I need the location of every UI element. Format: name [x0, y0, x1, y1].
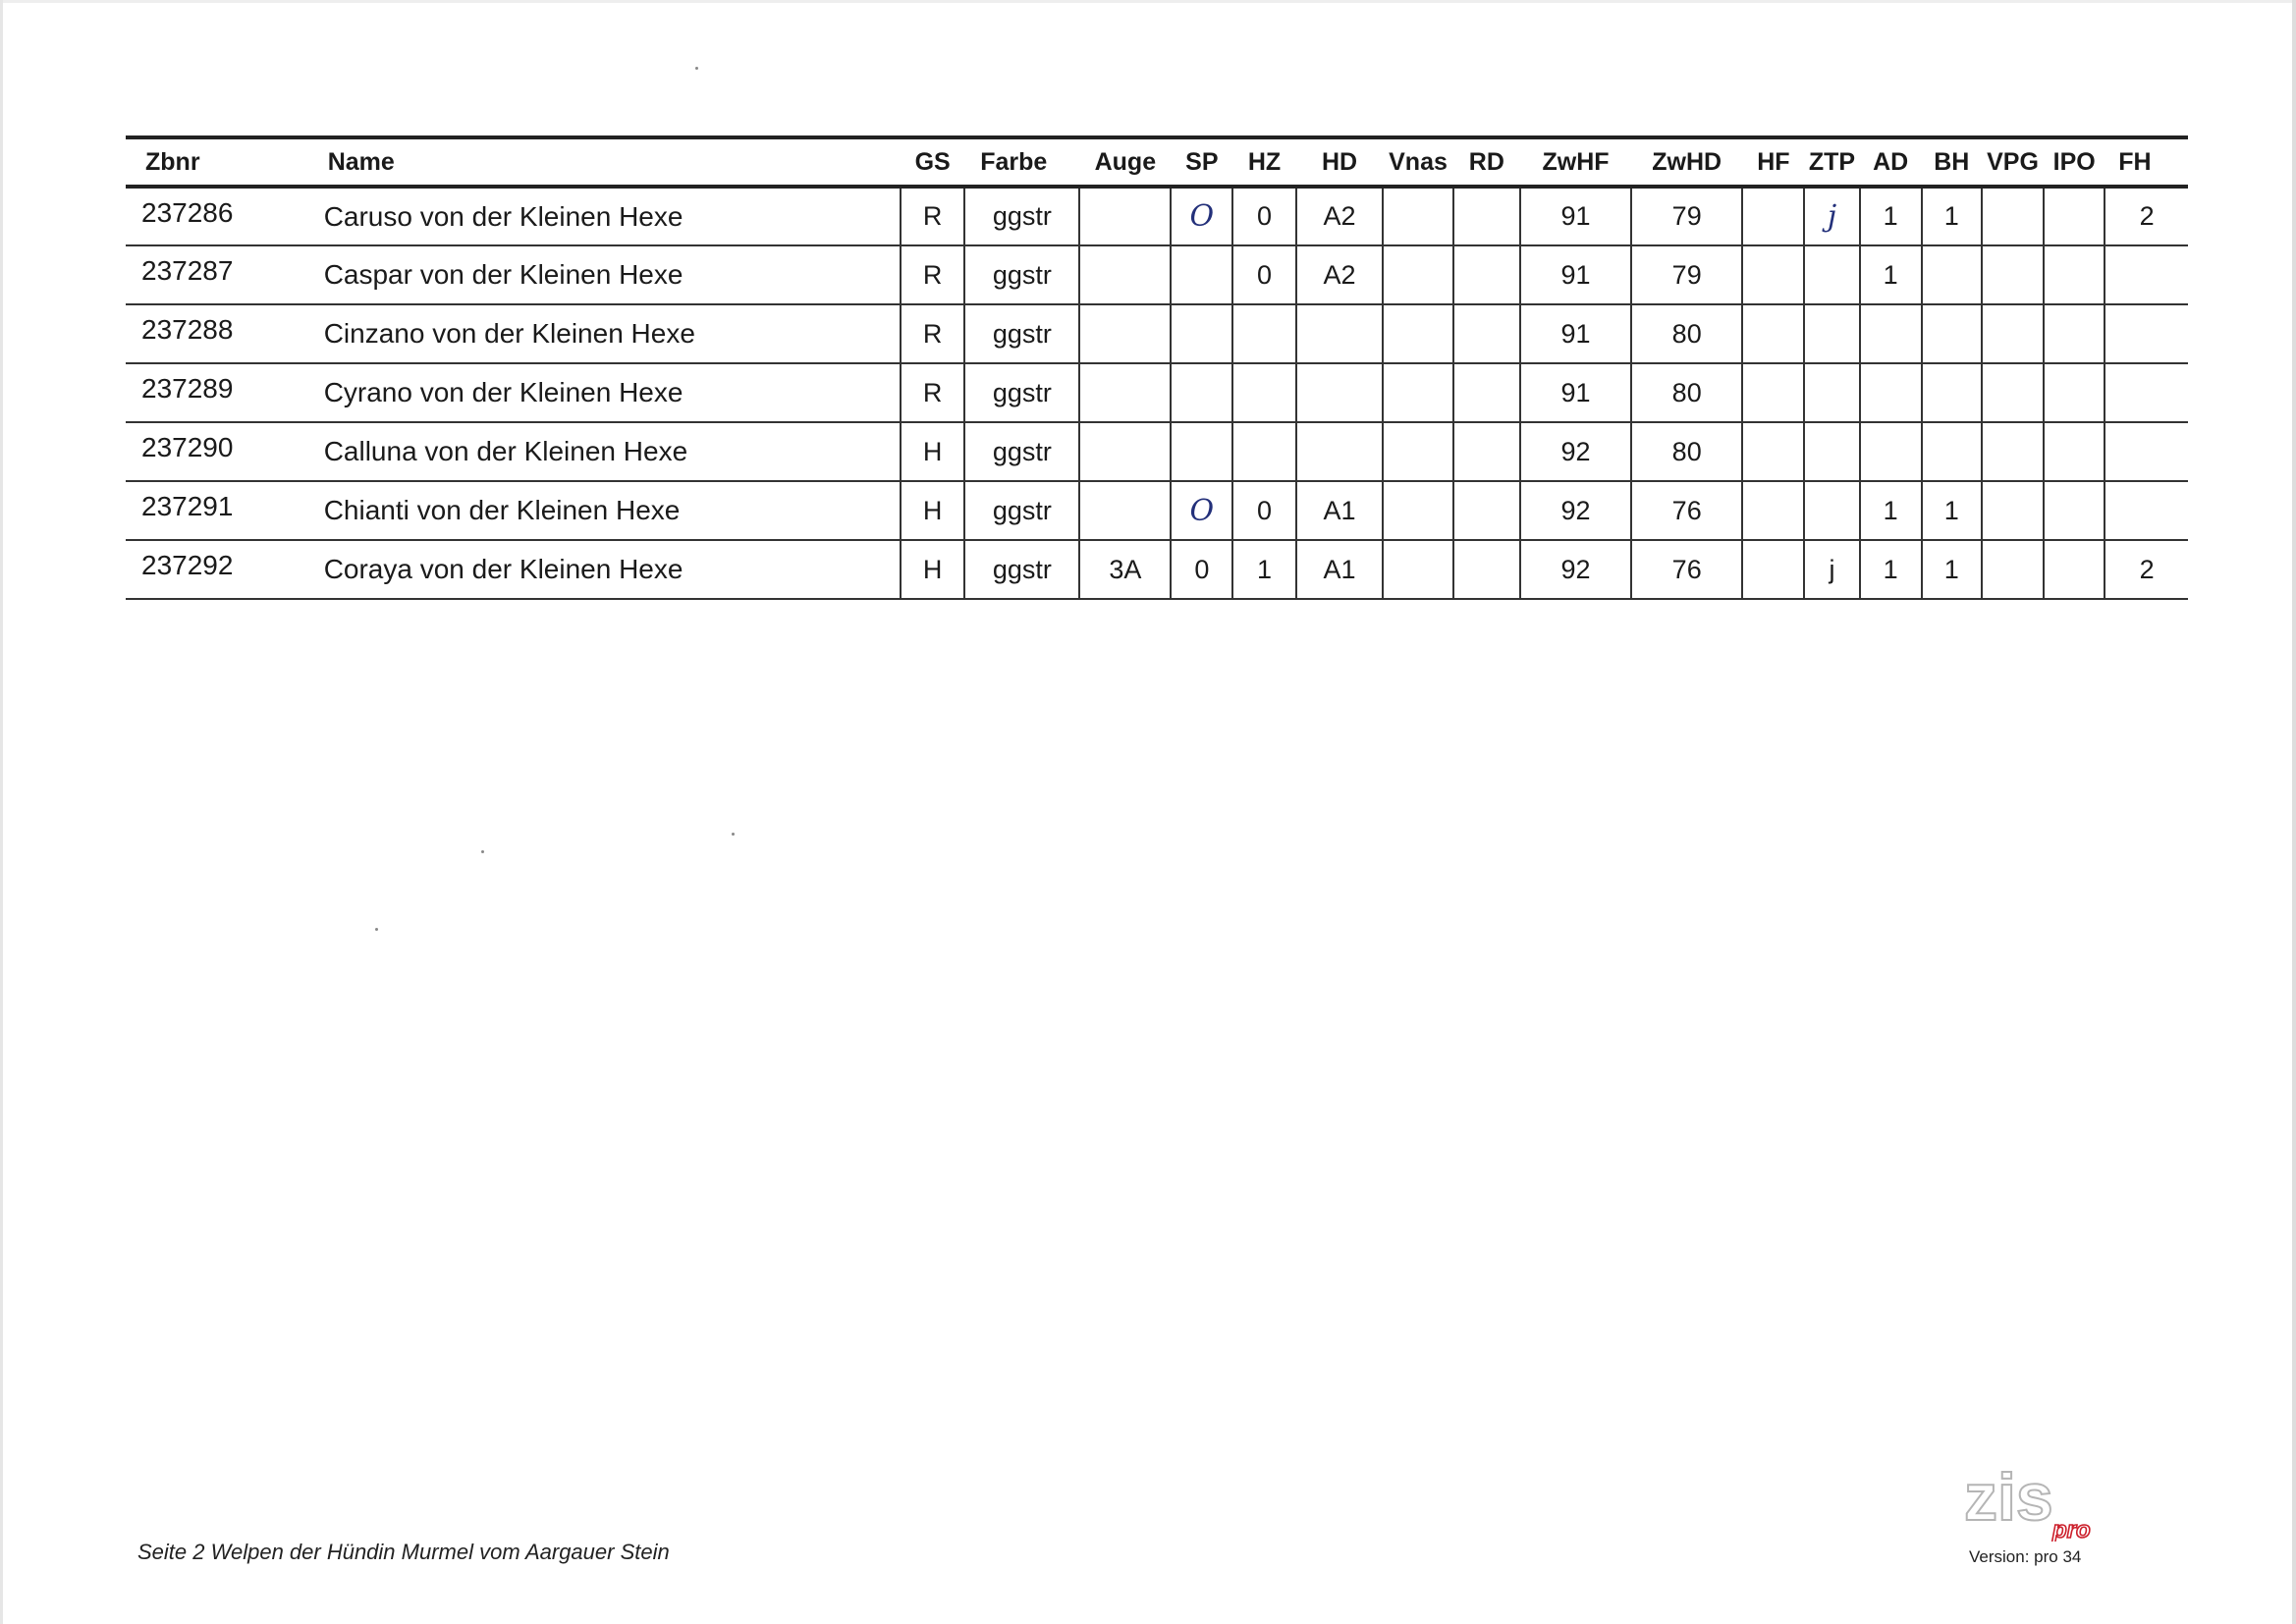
cell-gs: R	[901, 187, 964, 245]
cell-farbe: ggstr	[964, 363, 1079, 422]
logo-wordmark: zis	[1964, 1463, 2053, 1535]
column-header-ipo: IPO	[2044, 137, 2105, 187]
cell-zbnr: 237286	[126, 187, 316, 245]
cell-zwhf: 92	[1520, 422, 1631, 481]
cell-fh	[2105, 481, 2188, 540]
column-header-ad: AD	[1860, 137, 1922, 187]
cell-hz	[1232, 304, 1295, 363]
cell-hf	[1742, 481, 1804, 540]
cell-sp	[1171, 422, 1232, 481]
column-header-zwhd: ZwHD	[1631, 137, 1742, 187]
cell-auge	[1079, 481, 1171, 540]
cell-hd: A2	[1296, 187, 1384, 245]
cell-vnas	[1383, 245, 1452, 304]
cell-zbnr: 237289	[126, 363, 316, 422]
cell-zbnr: 237288	[126, 304, 316, 363]
cell-gs: R	[901, 363, 964, 422]
cell-sp: 0	[1171, 540, 1232, 599]
page-footer-caption: Seite 2 Welpen der Hündin Murmel vom Aargauer Stein	[137, 1540, 670, 1564]
cell-bh	[1922, 422, 1982, 481]
cell-zwhd: 80	[1631, 422, 1742, 481]
cell-rd	[1453, 363, 1520, 422]
cell-zwhd: 76	[1631, 540, 1742, 599]
cell-ipo	[2044, 540, 2105, 599]
cell-hz: 1	[1232, 540, 1295, 599]
cell-hz	[1232, 422, 1295, 481]
scan-speck	[695, 67, 698, 70]
cell-name: Caspar von der Kleinen Hexe	[316, 245, 901, 304]
column-header-hz: HZ	[1232, 137, 1295, 187]
cell-hz: 0	[1232, 481, 1295, 540]
cell-auge	[1079, 304, 1171, 363]
cell-sp	[1171, 245, 1232, 304]
cell-ad: 1	[1860, 481, 1922, 540]
cell-zbnr: 237291	[126, 481, 316, 540]
column-header-zwhf: ZwHF	[1520, 137, 1631, 187]
table-body	[126, 187, 2188, 599]
cell-zwhd: 80	[1631, 363, 1742, 422]
scan-edge-top	[0, 0, 2296, 3]
cell-ipo	[2044, 187, 2105, 245]
cell-rd	[1453, 187, 1520, 245]
table-row	[126, 422, 2188, 481]
scan-speck	[732, 833, 735, 836]
table-row	[126, 304, 2188, 363]
cell-hf	[1742, 187, 1804, 245]
cell-farbe: ggstr	[964, 540, 1079, 599]
litter-table	[126, 135, 2188, 600]
scan-speck	[481, 850, 484, 853]
cell-ad	[1860, 422, 1922, 481]
column-header-rd: RD	[1453, 137, 1520, 187]
column-header-gs: GS	[901, 137, 964, 187]
cell-name: Chianti von der Kleinen Hexe	[316, 481, 901, 540]
scan-speck	[375, 928, 378, 931]
cell-ad: 1	[1860, 245, 1922, 304]
cell-ad	[1860, 363, 1922, 422]
cell-rd	[1453, 245, 1520, 304]
cell-zwhf: 92	[1520, 481, 1631, 540]
column-header-auge: Auge	[1079, 137, 1171, 187]
column-header-hf: HF	[1742, 137, 1804, 187]
handwritten-mark: O	[1189, 199, 1215, 234]
cell-gs: H	[901, 540, 964, 599]
cell-bh: 1	[1922, 481, 1982, 540]
cell-vpg	[1982, 481, 2044, 540]
cell-vpg	[1982, 363, 2044, 422]
cell-fh: 2	[2105, 540, 2188, 599]
cell-ad: 1	[1860, 540, 1922, 599]
cell-rd	[1453, 540, 1520, 599]
cell-auge: 3A	[1079, 540, 1171, 599]
cell-farbe: ggstr	[964, 422, 1079, 481]
cell-zwhd: 79	[1631, 245, 1742, 304]
table-row	[126, 187, 2188, 245]
column-header-sp: SP	[1171, 137, 1232, 187]
cell-vpg	[1982, 422, 2044, 481]
column-header-fh: FH	[2105, 137, 2188, 187]
cell-ztp	[1804, 304, 1859, 363]
cell-ztp	[1804, 422, 1859, 481]
cell-rd	[1453, 481, 1520, 540]
cell-ztp	[1804, 363, 1859, 422]
cell-farbe: ggstr	[964, 187, 1079, 245]
table-row	[126, 481, 2188, 540]
cell-farbe: ggstr	[964, 304, 1079, 363]
cell-sp	[1171, 187, 1232, 245]
cell-vnas	[1383, 422, 1452, 481]
cell-fh	[2105, 304, 2188, 363]
cell-name: Caruso von der Kleinen Hexe	[316, 187, 901, 245]
cell-fh	[2105, 363, 2188, 422]
cell-hz: 0	[1232, 245, 1295, 304]
cell-vpg	[1982, 187, 2044, 245]
table-row	[126, 540, 2188, 599]
cell-name: Calluna von der Kleinen Hexe	[316, 422, 901, 481]
cell-bh: 1	[1922, 540, 1982, 599]
cell-zbnr: 237290	[126, 422, 316, 481]
cell-auge	[1079, 245, 1171, 304]
cell-bh	[1922, 304, 1982, 363]
cell-ztp: j	[1804, 540, 1859, 599]
cell-sp	[1171, 363, 1232, 422]
cell-ipo	[2044, 245, 2105, 304]
cell-vpg	[1982, 245, 2044, 304]
cell-vpg	[1982, 540, 2044, 599]
cell-ad: 1	[1860, 187, 1922, 245]
cell-ztp	[1804, 245, 1859, 304]
cell-zwhd: 80	[1631, 304, 1742, 363]
cell-bh	[1922, 363, 1982, 422]
cell-hz	[1232, 363, 1295, 422]
table-header-row	[126, 137, 2188, 187]
cell-name: Cinzano von der Kleinen Hexe	[316, 304, 901, 363]
cell-gs: R	[901, 304, 964, 363]
cell-hz: 0	[1232, 187, 1295, 245]
cell-rd	[1453, 304, 1520, 363]
column-header-name: Name	[316, 137, 901, 187]
table-row	[126, 363, 2188, 422]
cell-zbnr: 237287	[126, 245, 316, 304]
cell-vnas	[1383, 304, 1452, 363]
cell-vnas	[1383, 540, 1452, 599]
table-row	[126, 245, 2188, 304]
cell-sp	[1171, 304, 1232, 363]
column-header-hd: HD	[1296, 137, 1384, 187]
handwritten-mark: j	[1827, 199, 1837, 234]
cell-hd	[1296, 363, 1384, 422]
version-label: Version: pro 34	[1969, 1547, 2082, 1566]
cell-zbnr: 237292	[126, 540, 316, 599]
cell-hf	[1742, 245, 1804, 304]
cell-fh	[2105, 245, 2188, 304]
cell-vnas	[1383, 187, 1452, 245]
cell-zwhd: 76	[1631, 481, 1742, 540]
cell-hf	[1742, 363, 1804, 422]
column-header-zbnr: Zbnr	[126, 137, 316, 187]
cell-ipo	[2044, 481, 2105, 540]
cell-zwhd: 79	[1631, 187, 1742, 245]
cell-ipo	[2044, 422, 2105, 481]
cell-hd: A2	[1296, 245, 1384, 304]
cell-zwhf: 91	[1520, 187, 1631, 245]
column-header-bh: BH	[1922, 137, 1982, 187]
logo-sub-wordmark: pro	[2052, 1517, 2091, 1542]
cell-name: Coraya von der Kleinen Hexe	[316, 540, 901, 599]
cell-name: Cyrano von der Kleinen Hexe	[316, 363, 901, 422]
cell-zwhf: 91	[1520, 304, 1631, 363]
cell-zwhf: 91	[1520, 245, 1631, 304]
cell-hf	[1742, 540, 1804, 599]
cell-sp	[1171, 481, 1232, 540]
cell-zwhf: 92	[1520, 540, 1631, 599]
cell-gs: H	[901, 481, 964, 540]
cell-farbe: ggstr	[964, 481, 1079, 540]
cell-ztp	[1804, 187, 1859, 245]
cell-auge	[1079, 187, 1171, 245]
cell-ad	[1860, 304, 1922, 363]
cell-fh: 2	[2105, 187, 2188, 245]
zis-pro-logo	[1962, 1463, 2109, 1542]
cell-hd	[1296, 422, 1384, 481]
scan-edge-left	[0, 0, 3, 1624]
cell-gs: H	[901, 422, 964, 481]
cell-hd	[1296, 304, 1384, 363]
cell-zwhf: 91	[1520, 363, 1631, 422]
cell-bh: 1	[1922, 187, 1982, 245]
scan-edge-right	[2292, 0, 2296, 1624]
column-header-vpg: VPG	[1982, 137, 2044, 187]
cell-vpg	[1982, 304, 2044, 363]
cell-ipo	[2044, 304, 2105, 363]
cell-ztp	[1804, 481, 1859, 540]
cell-hd: A1	[1296, 481, 1384, 540]
cell-hf	[1742, 422, 1804, 481]
cell-hd: A1	[1296, 540, 1384, 599]
handwritten-mark: O	[1189, 493, 1215, 528]
cell-bh	[1922, 245, 1982, 304]
cell-ipo	[2044, 363, 2105, 422]
column-header-ztp: ZTP	[1804, 137, 1859, 187]
cell-vnas	[1383, 481, 1452, 540]
column-header-farbe: Farbe	[964, 137, 1079, 187]
column-header-vnas: Vnas	[1383, 137, 1452, 187]
cell-auge	[1079, 422, 1171, 481]
cell-vnas	[1383, 363, 1452, 422]
cell-gs: R	[901, 245, 964, 304]
cell-auge	[1079, 363, 1171, 422]
cell-fh	[2105, 422, 2188, 481]
cell-rd	[1453, 422, 1520, 481]
cell-farbe: ggstr	[964, 245, 1079, 304]
cell-hf	[1742, 304, 1804, 363]
